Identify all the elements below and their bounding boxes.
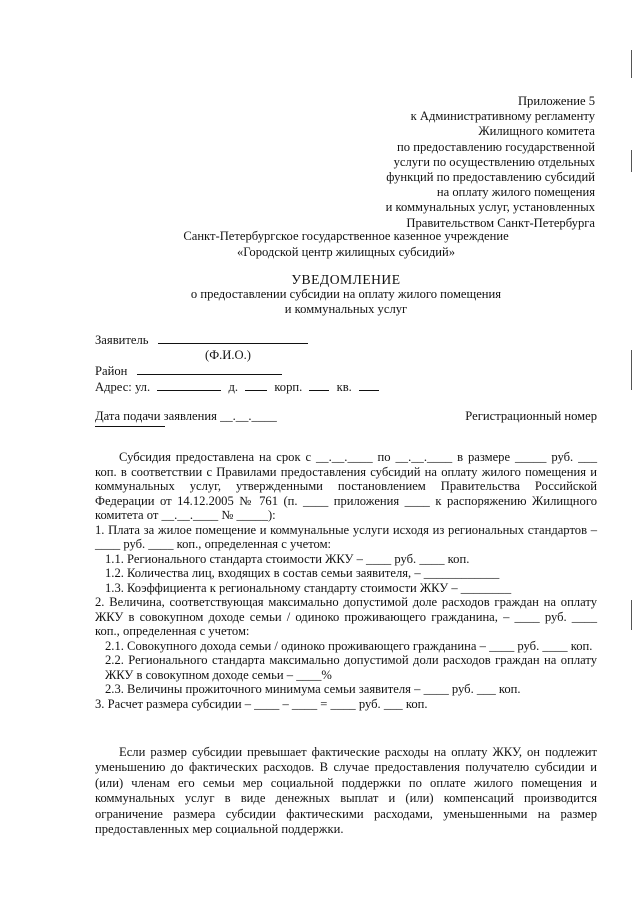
house-label: д. [228,380,238,394]
title-main: УВЕДОМЛЕНИЕ [291,272,401,287]
district-label: Район [95,364,128,378]
house-field[interactable] [245,379,267,391]
address-row [95,379,595,395]
submission-date: Дата подачи заявления __.__.____ [95,409,277,423]
organization-line: Санкт-Петербургское государственное казенное учреждение [183,229,509,243]
appendix-line: и коммунальных услуг, установленных [385,200,595,215]
item-2-3: 2.3. Величины прожиточного минимума семьи заявителя – ____ руб. ___ коп. [105,682,521,696]
scan-edge-mark [631,150,632,172]
appendix-line: функций по предоставлению субсидий [386,170,595,185]
appendix-line: на оплату жилого помещения [436,185,595,200]
document-title [100,272,592,317]
title-subline: о предоставлении субсидии на оплату жилого помещения [190,287,502,301]
item-2-1: 2.1. Совокупного дохода семьи / одиноко проживающего гражданина – ____ руб. ____ коп. [105,638,593,653]
title-subline: и коммунальных услуг [284,302,408,316]
applicant-row [95,332,595,348]
flat-label: кв. [336,380,352,394]
flat-field[interactable] [359,379,379,391]
subsidy-details [95,450,597,711]
scan-edge-mark [631,600,632,630]
address-label: Адрес: ул. [95,380,151,394]
appendix-line: к Административному регламенту [410,109,595,124]
appendix-line: услуги по осуществлению отдельных [393,154,595,169]
district-row [95,363,595,379]
final-paragraph: Если размер субсидии превышает фактические расходы на оплату ЖКУ, он подлежит уменьшению до фактических расходов. В случае предоставления получателю субсидии и (или) членам его семьи мер социальной поддержки по оплате жилого помещения и коммунальных услуг в виде денежных выплат и (или) компенсаций производится ограничение размера субсидии фактическими расходами, уменьшенными на размер предоставленных мер социальной поддержки. [95,745,597,837]
street-field[interactable] [157,379,221,391]
item-1: 1. Плата за жилое помещение и коммунальные услуги исходя из региональных стандартов – ____ руб. ____ коп., определенная с учетом: [95,522,597,551]
appendix-line: Правительством Санкт-Петербурга [406,215,595,230]
registration-number-label: Регистрационный номер [465,409,597,423]
item-2-2: 2.2. Регионального стандарта максимально допустимой доли расходов граждан на оплату ЖКУ в совокупном доходе семьи – ____% [105,653,597,682]
fio-caption: (Ф.И.О.) [205,348,251,362]
appendix-line: по предоставлению государственной [397,139,595,154]
organization-line: «Городской центр жилищных субсидий» [236,245,456,259]
korp-label: корп. [274,380,303,394]
subsidy-intro: Субсидия предоставлена на срок с __.__.____ по __.__.____ в размере _____ руб. ___ коп. в соответствии с Правилами предоставления субсидий на оплату жилого помещения и коммунальных услуг, утвержденными постановлением Правительства Российской Федерации от 14.12.2005 № 761 (п. ____ приложения ____ к распоряжению Жилищного комитета от __.__.____ № _____): [95,450,597,522]
scan-edge-mark [631,50,632,78]
applicant-label: Заявитель [95,333,149,347]
item-3: 3. Расчет размера субсидии – ____ – ____ = ____ руб. ___ коп. [95,696,428,711]
applicant-section [95,332,595,395]
appendix-line: Жилищного комитета [478,124,595,139]
item-2: 2. Величина, соответствующая максимально допустимой доле расходов граждан на оплату ЖКУ в совокупном доходе семьи / одиноко проживающего гражданина, – ____ руб. ____ коп., определенная с учетом: [95,595,597,638]
scan-edge-mark [631,350,632,390]
korp-field[interactable] [309,379,329,391]
organization-name [100,228,592,260]
appendix-line: Приложение 5 [517,94,595,108]
district-field[interactable] [137,363,282,375]
item-1-1: 1.1. Регионального стандарта стоимости ЖКУ – ____ руб. ____ коп. [105,551,470,566]
appendix-header [340,94,595,231]
registration-number-field[interactable] [95,426,165,427]
dates-row [95,409,597,424]
applicant-name-field[interactable] [158,332,308,344]
item-1-3: 1.3. Коэффициента к региональному стандарту стоимости ЖКУ – ________ [105,580,512,595]
item-1-2: 1.2. Количества лиц, входящих в состав семьи заявителя, – ____________ [105,566,500,580]
